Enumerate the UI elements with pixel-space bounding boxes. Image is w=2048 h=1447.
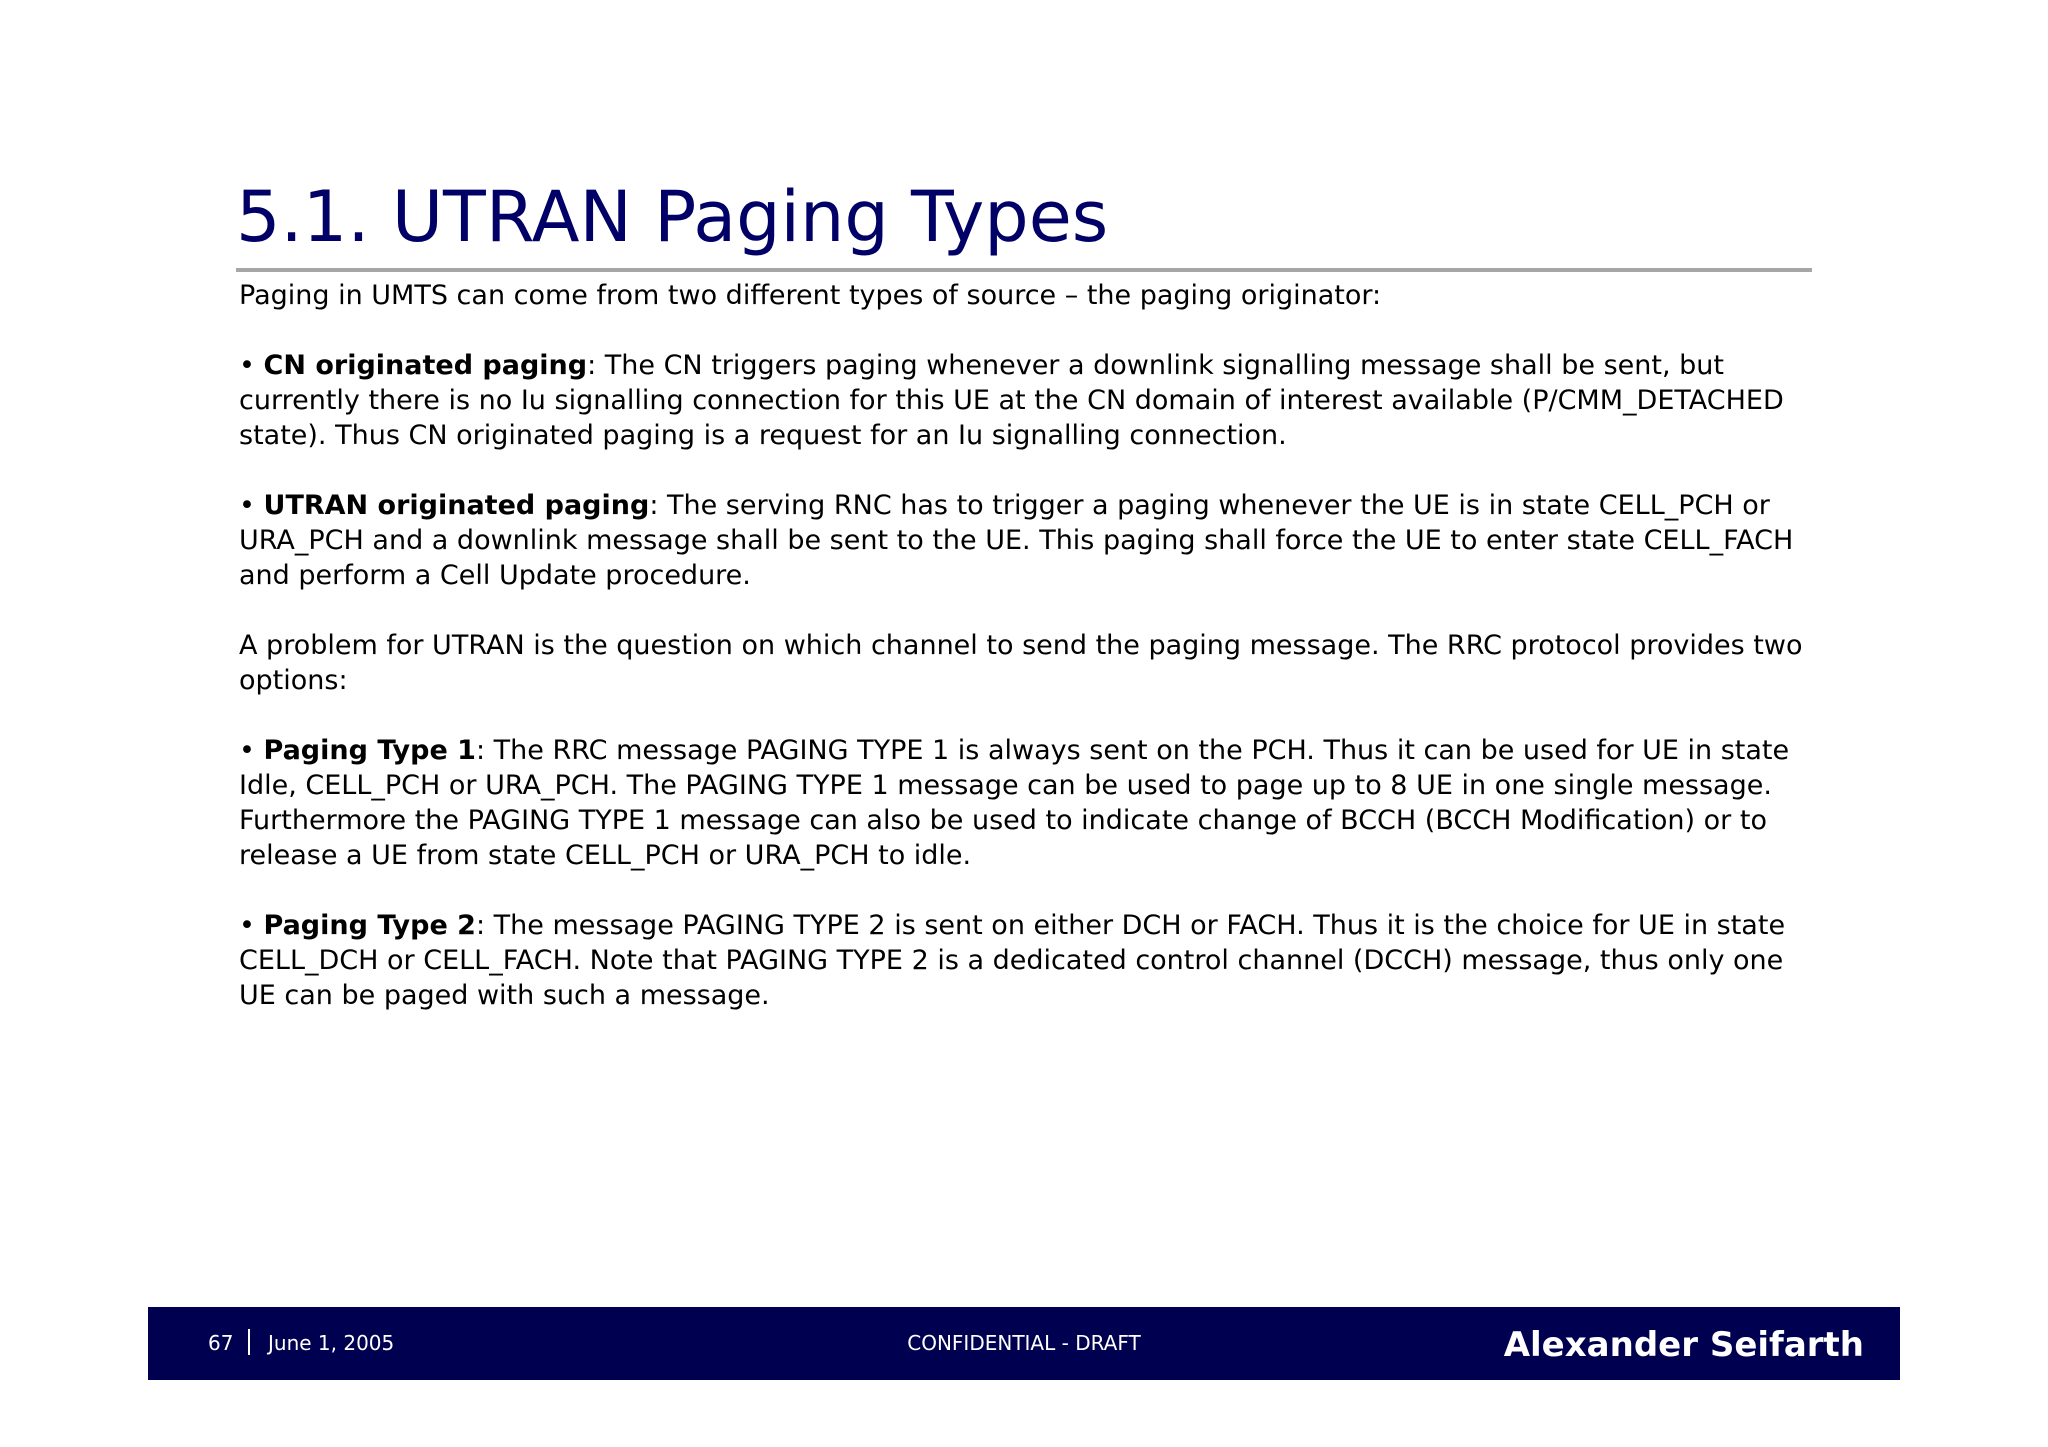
utran-paging-term: UTRAN originated paging [263,490,650,521]
paging-type2-term: Paging Type 2 [263,910,476,941]
paging-type1-term: Paging Type 1 [263,735,476,766]
bullet: • [239,910,264,941]
bullet: • [239,490,264,521]
author-name: Alexander Seifarth [1503,1325,1864,1365]
cn-paging-term: CN originated paging [263,350,588,381]
paging-type1-text: : The RRC message PAGING TYPE 1 is always sent on the PCH. Thus it can be used for UE in state Idle, CELL_PCH or URA_PCH. The PAGING TYPE 1 message can be used to page up to 8 UE in one single message. Furthermore the PAGING TYPE 1 message can also be used to indicate change of BCCH (BCCH Modification) or to release a UE from state CELL_PCH or URA_PCH to idle. [239,735,1790,871]
paging-type2-text: : The message PAGING TYPE 2 is sent on either DCH or FACH. Thus it is the choice for UE in state CELL_DCH or CELL_FACH. Note that PAGING TYPE 2 is a dedicated control channel (DCCH) message, thus only one UE can be paged with such a message. [239,910,1786,1011]
confidentiality-label: CONFIDENTIAL - DRAFT [907,1331,1141,1355]
utran-paging-paragraph [239,488,1819,593]
bullet: • [239,735,264,766]
slide-body [239,278,1819,1048]
utran-paging-text: : The serving RNC has to trigger a paging whenever the UE is in state CELL_PCH or URA_PCH and a downlink message shall be sent to the UE. This paging shall force the UE to enter state CELL_FACH and perform a Cell Update procedure. [239,490,1794,591]
intro-paragraph: Paging in UMTS can come from two different types of source – the paging originator: [239,280,1382,311]
paging-type2-paragraph [239,908,1819,1013]
cn-paging-paragraph [239,348,1819,453]
page-title: 5.1. UTRAN Paging Types [236,176,1109,258]
footer-bar [148,1307,1900,1380]
page-number: 67 [208,1331,234,1355]
problem-paragraph: A problem for UTRAN is the question on which channel to send the paging message. The RRC protocol provides two options: [239,630,1803,696]
bullet: • [239,350,264,381]
paging-type1-paragraph [239,733,1819,873]
footer-date: June 1, 2005 [268,1331,395,1355]
cn-paging-text: : The CN triggers paging whenever a downlink signalling message shall be sent, but currently there is no Iu signalling connection for this UE at the CN domain of interest available (P/CMM_DETACHED state). Thus CN originated paging is a request for an Iu signalling connection. [239,350,1784,451]
title-divider [236,268,1812,272]
